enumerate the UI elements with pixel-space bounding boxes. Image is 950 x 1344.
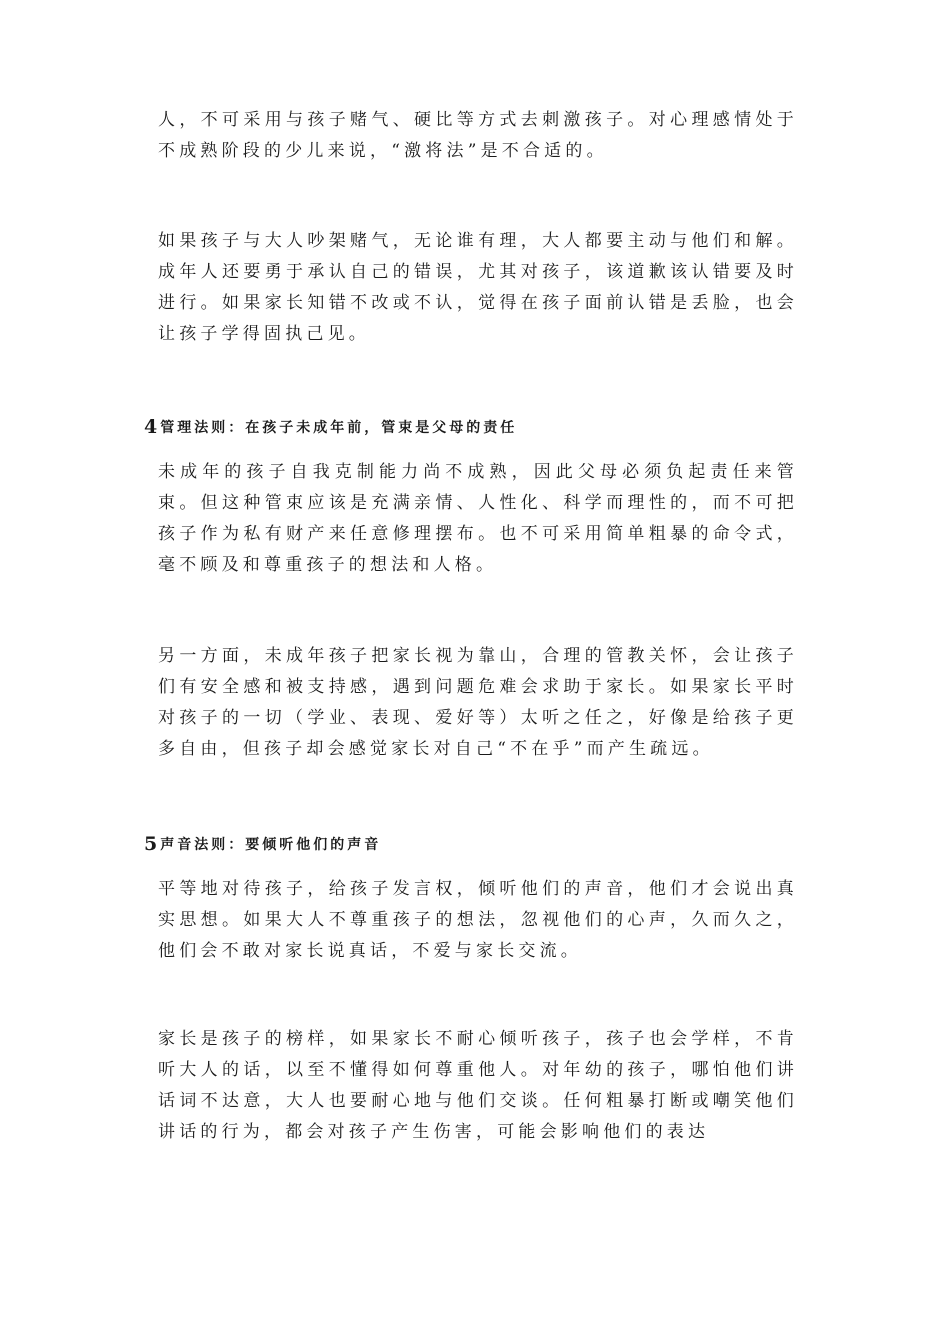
paragraph-text: 家长是孩子的榜样，如果家长不耐心倾听孩子，孩子也会学样，不肯听大人的话，以至不懂得如何尊重他人。对年幼的孩子，哪怕他们讲话词不达意，大人也要耐心地与他们交谈。任何粗暴打断或嘲笑他们讲话的行为，都会对孩子产生伤害，可能会影响他们的表达 bbox=[158, 1029, 798, 1142]
paragraph-text: 人，不可采用与孩子赌气、硬比等方式去刺激孩子。对心理感情处于不成熟阶段的少儿来说，“激将法”是不合适的。 bbox=[158, 110, 798, 161]
section-title: 声音法则：要倾听他们的声音 bbox=[160, 837, 382, 853]
section-number: 5 bbox=[144, 833, 158, 855]
paragraph-text: 平等地对待孩子，给孩子发言权，倾听他们的声音，他们才会说出真实思想。如果大人不尊重孩子的想法，忽视他们的心声，久而久之，他们会不敢对家长说真话，不爱与家长交流。 bbox=[158, 879, 798, 961]
section-number: 4 bbox=[144, 416, 158, 438]
section-heading-5 bbox=[144, 834, 804, 855]
paragraph-text: 另一方面，未成年孩子把家长视为靠山，合理的管教关怀，会让孩子们有安全感和被支持感，遇到问题危难会求助于家长。如果家长平时对孩子的一切（学业、表现、爱好等）太听之任之，好像是给孩子更多自由，但孩子却会感觉家长对自己“不在乎”而产生疏远。 bbox=[158, 646, 798, 759]
paragraph-text: 未成年的孩子自我克制能力尚不成熟，因此父母必须负起责任来管束。但这种管束应该是充满亲情、人性化、科学而理性的，而不可把孩子作为私有财产来任意修理摆布。也不可采用简单粗暴的命令式，毫不顾及和尊重孩子的想法和人格。 bbox=[158, 462, 798, 575]
paragraph-text: 如果孩子与大人吵架赌气，无论谁有理，大人都要主动与他们和解。成年人还要勇于承认自己的错误，尤其对孩子，该道歉该认错要及时进行。如果家长知错不改或不认，觉得在孩子面前认错是丢脸，也会让孩子学得固执己见。 bbox=[158, 231, 798, 344]
section-title: 管理法则：在孩子未成年前，管束是父母的责任 bbox=[160, 420, 518, 436]
section-heading-4 bbox=[144, 417, 804, 438]
